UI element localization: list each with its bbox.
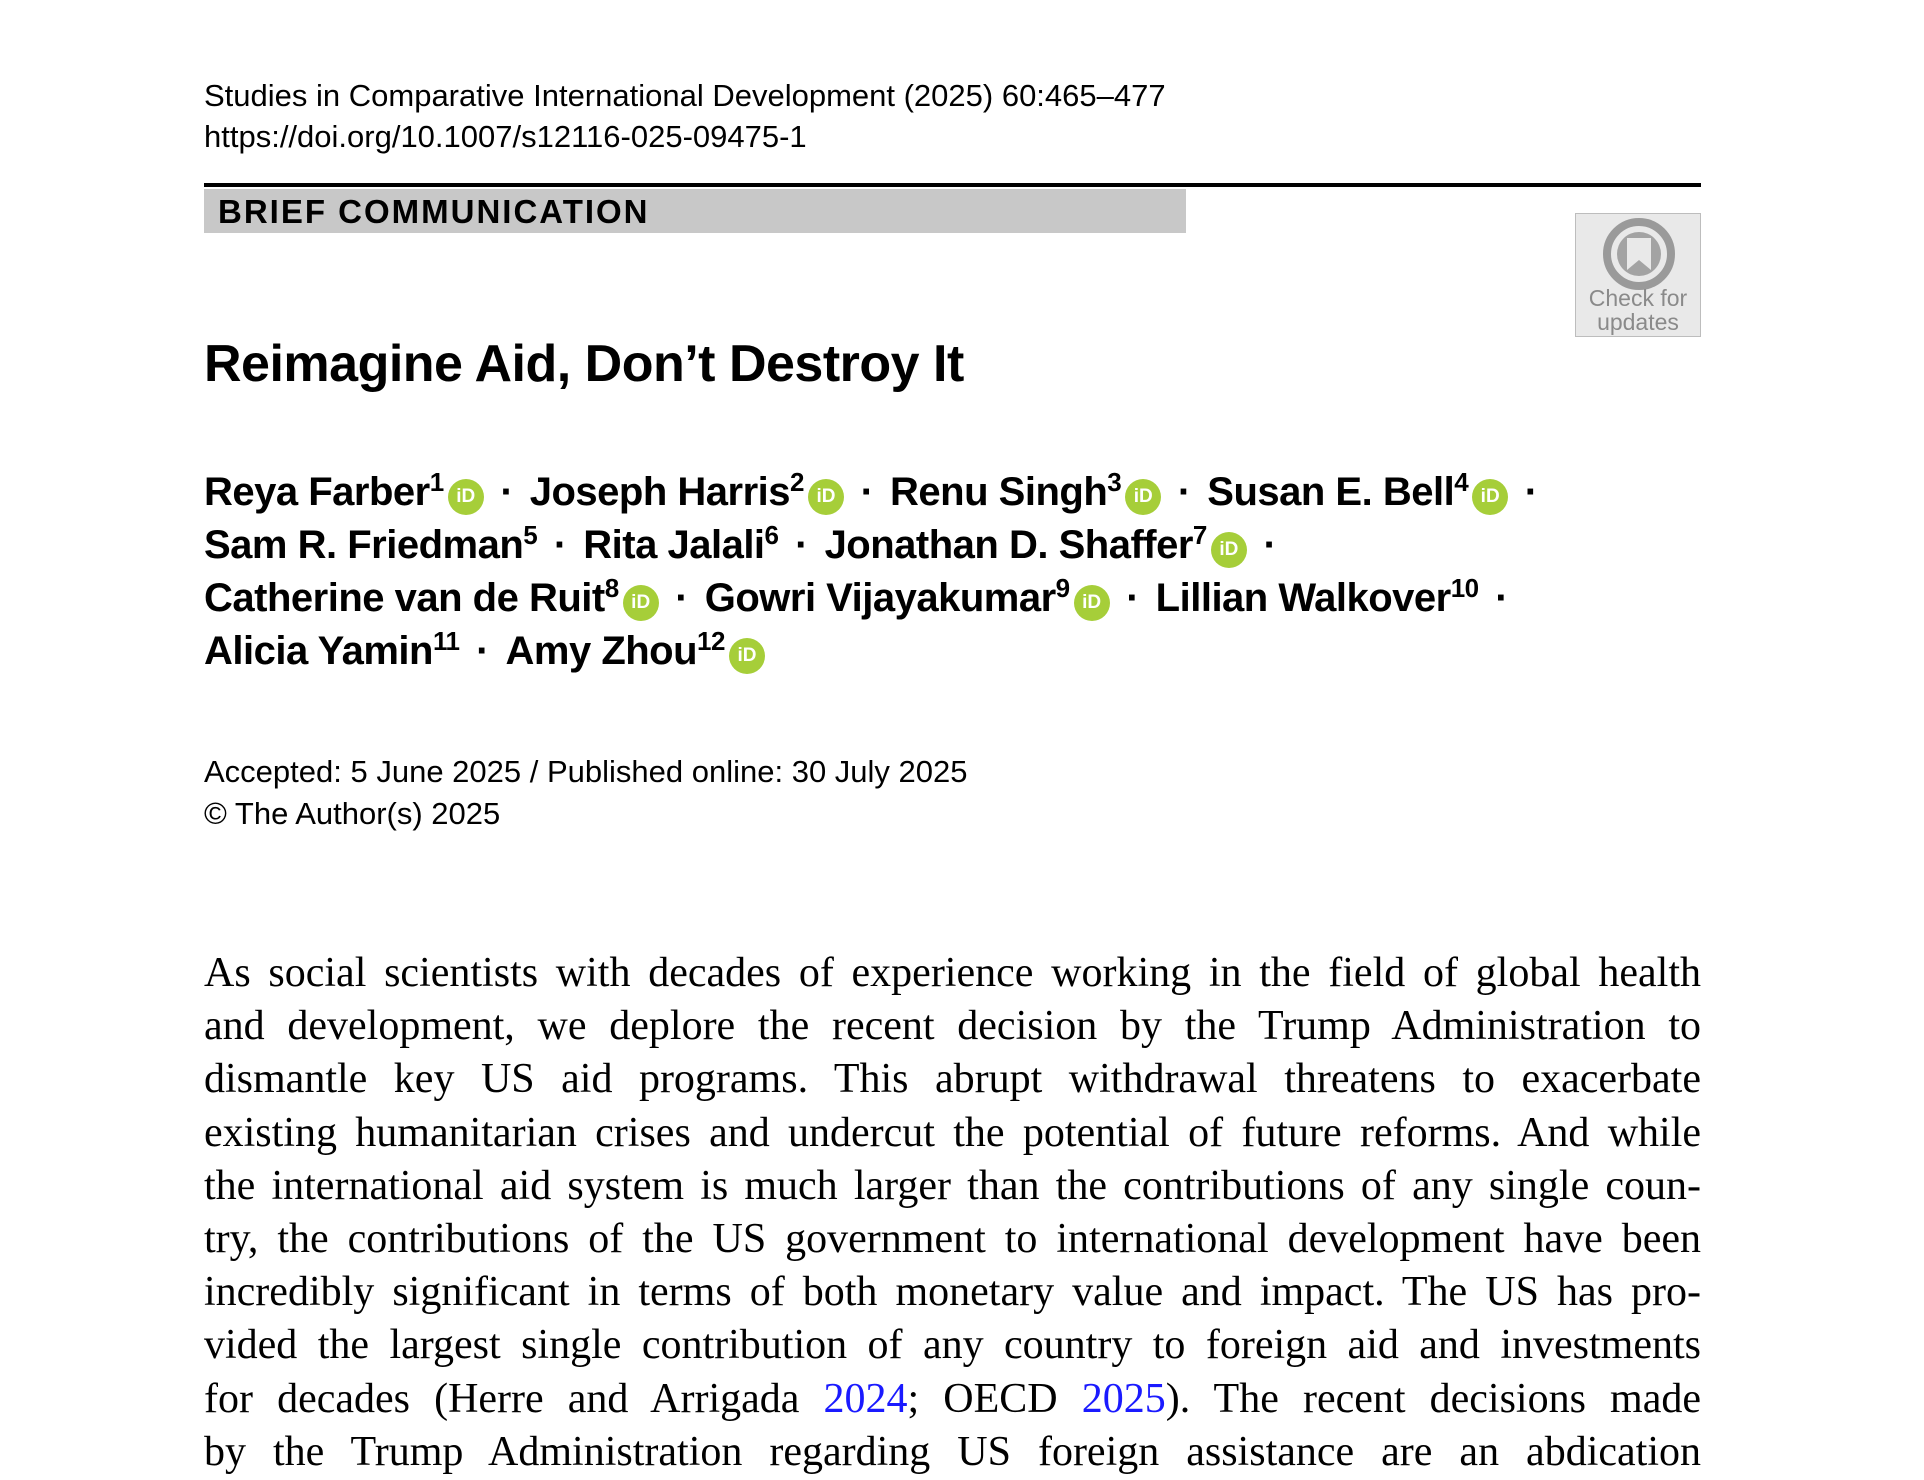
article-type-label: BRIEF COMMUNICATION — [218, 193, 650, 230]
body-line: incredibly significant in terms of both monetary value and impact. The US has pro- — [204, 1269, 1701, 1316]
author[interactable]: Reya Farber$^1$ — [204, 467, 444, 514]
orcid-icon[interactable]: iD — [808, 479, 844, 515]
body-text-fragment: ; OECD — [907, 1375, 1082, 1422]
author[interactable]: Joseph Harris$^2$ — [529, 467, 804, 514]
orcid-icon[interactable]: iD — [1472, 479, 1508, 515]
author-separator: · — [784, 523, 819, 567]
check-updates-line2: updates — [1597, 309, 1679, 335]
body-line: vided the largest single contribution of any country to foreign aid and investments — [204, 1322, 1701, 1369]
author-line — [204, 519, 1604, 572]
author[interactable]: Gowri Vijayakumar$^9$ — [704, 573, 1070, 620]
article-dates — [204, 751, 968, 835]
body-text-fragment: for decades (Herre and Arrigada — [204, 1375, 824, 1422]
author-separator: · — [465, 629, 500, 673]
author[interactable]: Amy Zhou$^{12}$ — [505, 626, 725, 673]
author[interactable]: Susan E. Bell$^4$ — [1207, 467, 1469, 514]
author-separator: · — [850, 470, 885, 514]
body-line: the international aid system is much larger than the contributions of any single coun- — [204, 1162, 1701, 1209]
author-separator: · — [489, 470, 524, 514]
author[interactable]: Alicia Yamin$^{11}$ — [204, 626, 460, 673]
body-line: by the Trump Administration regarding US foreign assistance are an abdication — [204, 1428, 1701, 1475]
author-separator: · — [664, 576, 699, 620]
orcid-icon[interactable]: iD — [1125, 479, 1161, 515]
orcid-icon[interactable]: iD — [1211, 532, 1247, 568]
article-type-bar — [204, 189, 1186, 233]
check-for-updates-button[interactable] — [1575, 213, 1701, 337]
body-line: As social scientists with decades of experience working in the field of global health — [204, 950, 1701, 996]
author-separator: · — [543, 523, 578, 567]
orcid-icon[interactable]: iD — [729, 638, 765, 674]
journal-citation: Studies in Comparative International Development (2025) 60:465–477 — [204, 78, 1166, 113]
author[interactable]: Sam R. Friedman$^5$ — [204, 520, 538, 567]
body-line-with-citations — [204, 1373, 1701, 1426]
orcid-icon[interactable]: iD — [1074, 585, 1110, 621]
author[interactable]: Catherine van de Ruit$^8$ — [204, 573, 619, 620]
check-updates-line1: Check for — [1588, 285, 1688, 311]
crossmark-icon — [1603, 218, 1675, 290]
citation-link-oecd-2025[interactable]: 2025 — [1081, 1375, 1166, 1422]
author-line — [204, 466, 1604, 519]
author-line — [204, 625, 1604, 678]
body-line: existing humanitarian crises and undercut the potential of future reforms. And while — [204, 1109, 1701, 1156]
copyright-notice: © The Author(s) 2025 — [204, 796, 501, 831]
author-separator: · — [1252, 523, 1277, 567]
body-line: and development, we deplore the recent decision by the Trump Administration to — [204, 1003, 1701, 1050]
body-line: try, the contributions of the US government to international development have been — [204, 1215, 1701, 1262]
accepted-published-date: Accepted: 5 June 2025 / Published online: 30 July 2025 — [204, 754, 968, 789]
author[interactable]: Renu Singh$^3$ — [890, 467, 1122, 514]
orcid-icon[interactable]: iD — [448, 479, 484, 515]
author-list — [204, 466, 1604, 678]
article-title: Reimagine Aid, Don’t Destroy It — [204, 335, 964, 393]
body-line: dismantle key US aid programs. This abrupt withdrawal threatens to exacerbate — [204, 1056, 1701, 1103]
author-separator: · — [1514, 470, 1538, 514]
doi-link[interactable]: https://doi.org/10.1007/s12116-025-09475-1 — [204, 119, 807, 154]
body-text-fragment: ). The recent decisions made — [1165, 1375, 1701, 1422]
author[interactable]: Jonathan D. Shaffer$^7$ — [824, 520, 1207, 567]
orcid-icon[interactable]: iD — [623, 585, 659, 621]
author[interactable]: Rita Jalali$^6$ — [583, 520, 779, 567]
author[interactable]: Lillian Walkover$^{10}$ — [1155, 573, 1479, 620]
author-line — [204, 572, 1604, 625]
body-paragraph — [204, 947, 1701, 1479]
author-separator: · — [1115, 576, 1150, 620]
author-separator: · — [1484, 576, 1509, 620]
citation-link-herre-2024[interactable]: 2024 — [823, 1375, 908, 1422]
author-separator: · — [1167, 470, 1202, 514]
header-rule — [204, 183, 1701, 187]
